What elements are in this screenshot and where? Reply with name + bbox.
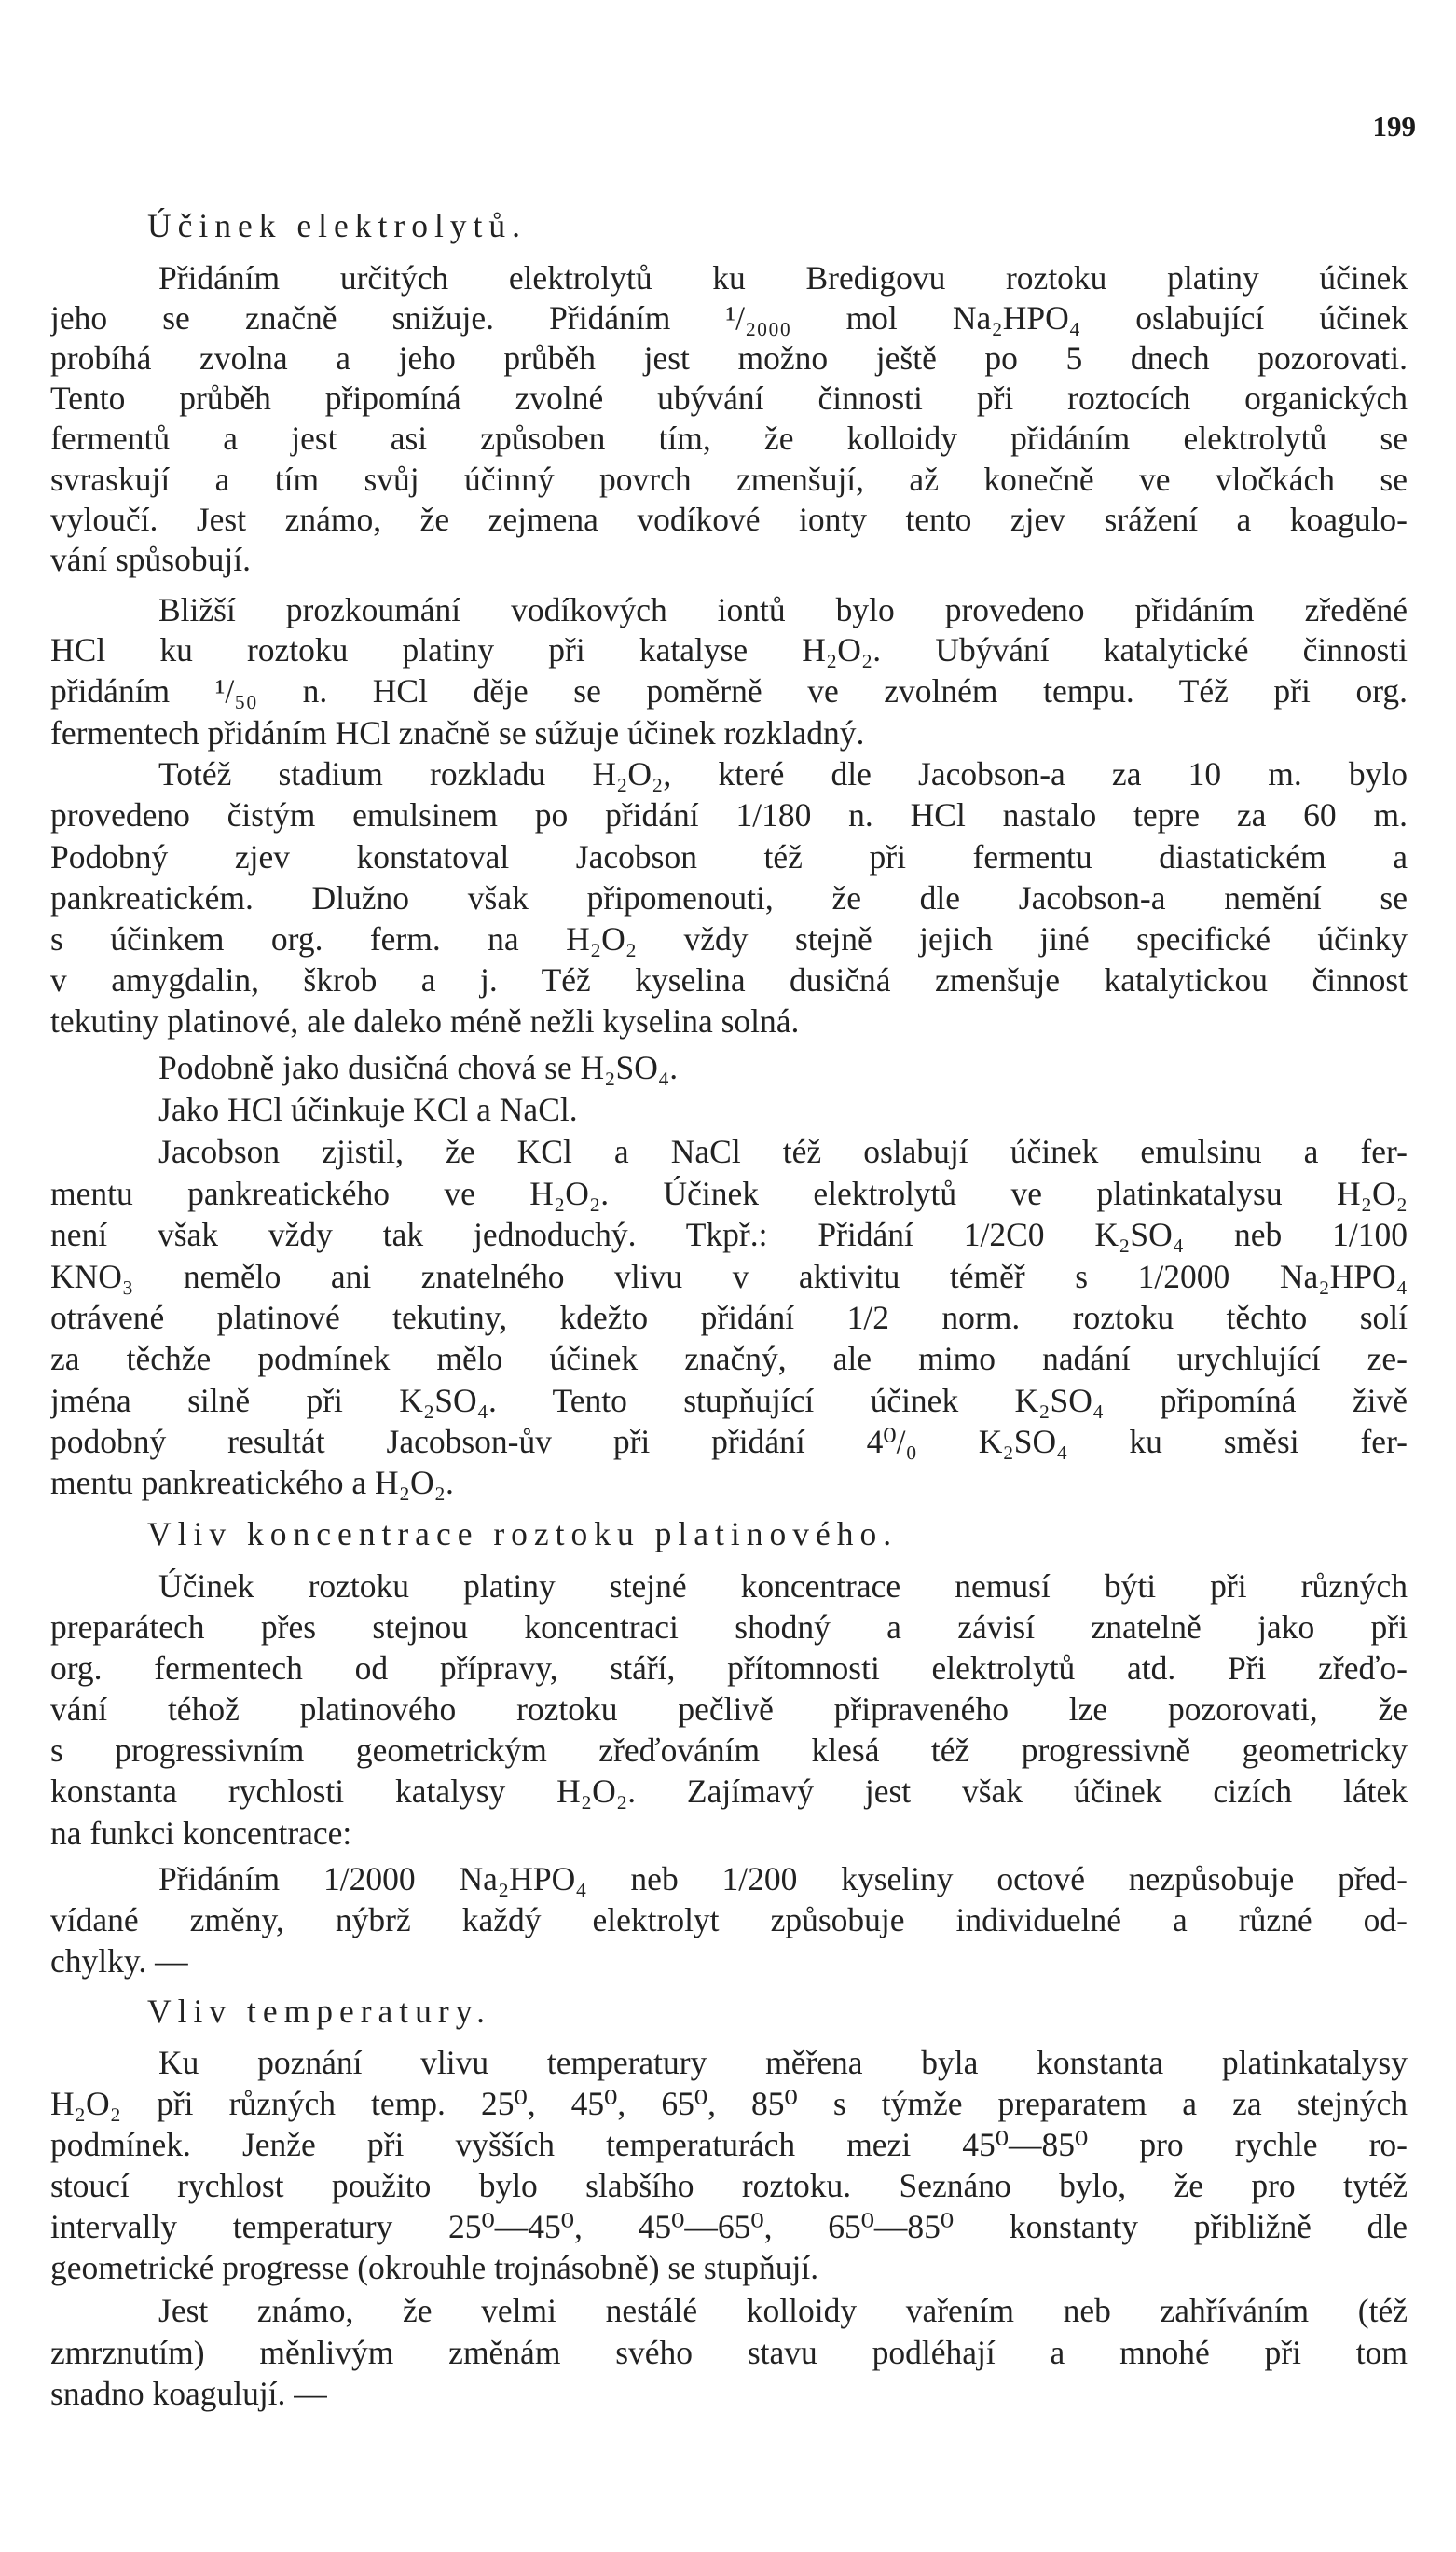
text-line: Podobně jako dusičná chová se H₂SO₄. xyxy=(158,1049,679,1086)
text-line: s progressivním geometrickým zřeďováním klesá též progressivně geometricky xyxy=(50,1731,1408,1769)
text-line: s účinkem org. ferm. na H₂O₂ vždy stejně jejich jiné specifické účinky xyxy=(50,920,1408,958)
text-line: Jest známo, že velmi nestálé kolloidy vařením neb zahříváním (též xyxy=(158,2292,1408,2329)
text-line: v amygdalin, škrob a j. Též kyselina dusičná zmenšuje katalytickou činnost xyxy=(50,961,1408,999)
text-line: Totéž stadium rozkladu H₂O₂, které dle Jacobson-a za 10 m. bylo xyxy=(158,755,1408,793)
text-line: preparátech přes stejnou koncentraci shodný a závisí znatelně jako při xyxy=(50,1608,1408,1646)
text-line: Ku poznání vlivu temperatury měřena byla konstanta platinkatalysy xyxy=(158,2044,1408,2081)
text-line: jeho se značně snižuje. Přidáním ¹/₂₀₀₀ mol Na₂HPO₄ oslabující účinek xyxy=(50,299,1408,337)
text-line: vídané změny, nýbrž každý elektrolyt způsobuje individuelné a různé od- xyxy=(50,1901,1408,1938)
section-heading: Vliv temperatury. xyxy=(147,1993,492,2030)
text-line: tekutiny platinové, ale daleko méně nežli kyselina solná. xyxy=(50,1002,800,1040)
text-line: vání spůsobují. xyxy=(50,541,251,578)
text-line: stoucí rychlost použito bylo slabšího roztoku. Seznáno bylo, že pro tytéž xyxy=(50,2167,1408,2204)
text-line: Přidáním určitých elektrolytů ku Bredigovu roztoku platiny účinek xyxy=(158,259,1408,297)
text-line: Jacobson zjistil, že KCl a NaCl též oslabují účinek emulsinu a fer- xyxy=(158,1133,1408,1170)
text-line: jména silně při K₂SO₄. Tento stupňující účinek K₂SO₄ připomíná živě xyxy=(50,1382,1408,1419)
section-heading: Vliv koncentrace roztoku platinového. xyxy=(147,1515,899,1552)
text-line: snadno koagulují. — xyxy=(50,2375,327,2412)
text-line: fermentů a jest asi způsoben tím, že kolloidy přidáním elektrolytů se xyxy=(50,420,1408,457)
text-line: vání téhož platinového roztoku pečlivě připraveného lze pozorovati, že xyxy=(50,1690,1408,1728)
text-line: Podobný zjev konstatoval Jacobson též při fermentu diastatickém a xyxy=(50,838,1408,876)
text-line: chylky. — xyxy=(50,1942,188,1980)
text-line: Přidáním 1/2000 Na₂HPO₄ neb 1/200 kyseliny octové nezpůsobuje před- xyxy=(158,1860,1408,1897)
text-line: mentu pankreatického ve H₂O₂. Účinek elektrolytů ve platinkatalysu H₂O₂ xyxy=(50,1175,1408,1212)
text-line: podobný resultát Jacobson-ův při přidání 4⁰/₀ K₂SO₄ ku směsi fer- xyxy=(50,1423,1408,1460)
text-line: konstanta rychlosti katalysy H₂O₂. Zajímavý jest však účinek cizích látek xyxy=(50,1773,1408,1810)
text-line: Tento průběh připomíná zvolné ubývání činnosti při roztocích organických xyxy=(50,379,1408,417)
text-line: za těchže podmínek mělo účinek značný, ale mimo nadání urychlující ze- xyxy=(50,1340,1408,1377)
page-number: 199 xyxy=(1372,110,1416,143)
text-line: org. fermentech od přípravy, stáří, přítomnosti elektrolytů atd. Při zřeďo- xyxy=(50,1649,1408,1687)
text-line: mentu pankreatického a H₂O₂. xyxy=(50,1464,454,1501)
text-line: intervally temperatury 25⁰—45⁰, 45⁰—65⁰, 65⁰—85⁰ konstanty přibližně dle xyxy=(50,2208,1408,2245)
text-line: přidáním ¹/₅₀ n. HCl děje se poměrně ve zvolném tempu. Též při org. xyxy=(50,672,1408,710)
text-line: geometrické progresse (okrouhle trojnásobně) se stupňují. xyxy=(50,2249,819,2286)
text-line: vyloučí. Jest známo, že zejmena vodíkové ionty tento zjev srážení a koagulo- xyxy=(50,501,1408,538)
text-line: probíhá zvolna a jeho průběh jest možno ještě po 5 dnech pozorovati. xyxy=(50,339,1408,377)
text-line: není však vždy tak jednoduchý. Tkpř.: Přidání 1/2C0 K₂SO₄ neb 1/100 xyxy=(50,1216,1408,1253)
text-line: provedeno čistým emulsinem po přidání 1/180 n. HCl nastalo tepre za 60 m. xyxy=(50,796,1408,834)
text-line: na funkci koncentrace: xyxy=(50,1814,352,1852)
text-line: KNO₃ nemělo ani znatelného vlivu v aktivitu téměř s 1/2000 Na₂HPO₄ xyxy=(50,1258,1408,1295)
text-line: Bližší prozkoumání vodíkových iontů bylo provedeno přidáním zředěné xyxy=(158,591,1408,628)
text-line: otrávené platinové tekutiny, kdežto přidání 1/2 norm. roztoku těchto solí xyxy=(50,1299,1408,1336)
text-line: H₂O₂ při různých temp. 25⁰, 45⁰, 65⁰, 85⁰ s týmže preparatem a za stejných xyxy=(50,2085,1408,2122)
text-line: fermentech přidáním HCl značně se súžuje účinek rozkladný. xyxy=(50,714,865,752)
section-heading: Účinek elektrolytů. xyxy=(147,207,528,244)
text-line: podmínek. Jenže při vyšších temperaturách mezi 45⁰—85⁰ pro rychle ro- xyxy=(50,2126,1408,2163)
text-line: Účinek roztoku platiny stejné koncentrace nemusí býti při různých xyxy=(158,1567,1408,1605)
text-line: pankreatickém. Dlužno však připomenouti, že dle Jacobson-a nemění se xyxy=(50,879,1408,917)
text-line: svraskují a tím svůj účinný povrch zmenšují, až konečně ve vločkách se xyxy=(50,461,1408,498)
text-line: zmrznutím) měnlivým změnám svého stavu podléhají a mnohé při tom xyxy=(50,2334,1408,2371)
text-line: Jako HCl účinkuje KCl a NaCl. xyxy=(158,1091,578,1128)
text-line: HCl ku roztoku platiny při katalyse H₂O₂. Ubývání katalytické činnosti xyxy=(50,631,1408,669)
